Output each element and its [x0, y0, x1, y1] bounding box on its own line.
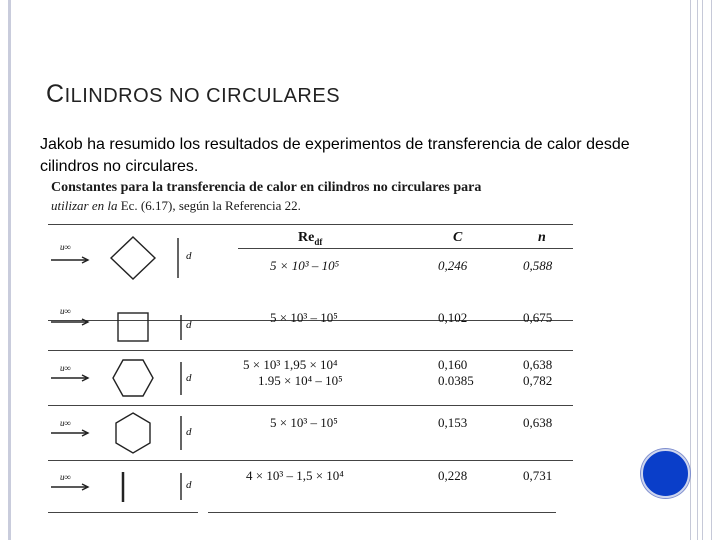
dim-label-4: d [186, 426, 192, 438]
flow-label-3: u∞ [60, 363, 71, 373]
row1-c: 0,246 [438, 258, 468, 273]
row3-n2: 0,782 [523, 373, 553, 388]
row2-re: 5 × 10³ – 10⁵ [270, 310, 338, 325]
hexagon-flat-shape [113, 360, 153, 396]
dim-label-5: d [186, 479, 192, 491]
flow-label-4: u∞ [60, 418, 71, 428]
row3-re: 5 × 10³ 1,95 × 10⁴ [243, 357, 338, 372]
row4-c: 0,153 [438, 415, 468, 430]
dim-label-1: d [186, 250, 192, 262]
row1-re: 5 × 10³ – 10⁵ [270, 258, 340, 273]
row3-c2: 0.0385 [438, 373, 474, 388]
header-c: C [453, 230, 463, 245]
caption-part-d: Referencia 22. [225, 198, 301, 213]
caption-part-a: utilizar en la [51, 198, 118, 213]
square-shape [118, 313, 148, 341]
row4-re: 5 × 10³ – 10⁵ [270, 415, 338, 430]
title-rest: ILINDROS NO CIRCULARES [64, 85, 341, 107]
slide-body-text: Jakob ha resumido los resultados de experimentos de transferencia de calor desde cilindros no circulares. [40, 136, 630, 175]
row3-n: 0,638 [523, 357, 553, 372]
caption-part-c: según la [178, 198, 222, 213]
decorative-blue-circle [641, 449, 690, 498]
row5-re: 4 × 10³ – 1,5 × 10⁴ [246, 468, 344, 483]
dim-label-2: d [186, 319, 192, 331]
hexagon-point-shape [116, 413, 150, 453]
slide-title [46, 80, 340, 109]
row2-c: 0,102 [438, 310, 468, 325]
row5-c: 0,228 [438, 468, 468, 483]
flow-label-1: u∞ [60, 242, 71, 252]
title-first-letter: C [46, 80, 65, 108]
flow-label-5: u∞ [60, 472, 71, 482]
row5-n: 0,731 [523, 468, 553, 483]
row1-n: 0,588 [523, 258, 553, 273]
header-re [298, 230, 322, 247]
diamond-shape [111, 237, 155, 279]
flow-label-2: u∞ [60, 306, 71, 316]
bottom-rule-right [208, 512, 556, 513]
row3-c: 0,160 [438, 357, 468, 372]
right-frame-bar [690, 0, 712, 540]
header-re-text: Re [298, 230, 315, 245]
header-re-sub: df [314, 236, 323, 247]
scanned-table-image [48, 180, 573, 515]
shape-diagrams [48, 180, 238, 515]
dim-label-3: d [186, 372, 192, 384]
row4-n: 0,638 [523, 415, 553, 430]
row3-re2: 1.95 × 10⁴ – 10⁵ [258, 373, 343, 388]
table-caption-line1: Constantes para la transferencia de calor en cilindros no circulares para [51, 180, 482, 195]
right-frame-inner [697, 0, 703, 540]
header-n: n [538, 230, 546, 245]
caption-part-b: Ec. (6.17), [120, 198, 176, 213]
left-frame-line [8, 0, 11, 540]
header-rule [238, 248, 573, 249]
row2-n: 0,675 [523, 310, 553, 325]
